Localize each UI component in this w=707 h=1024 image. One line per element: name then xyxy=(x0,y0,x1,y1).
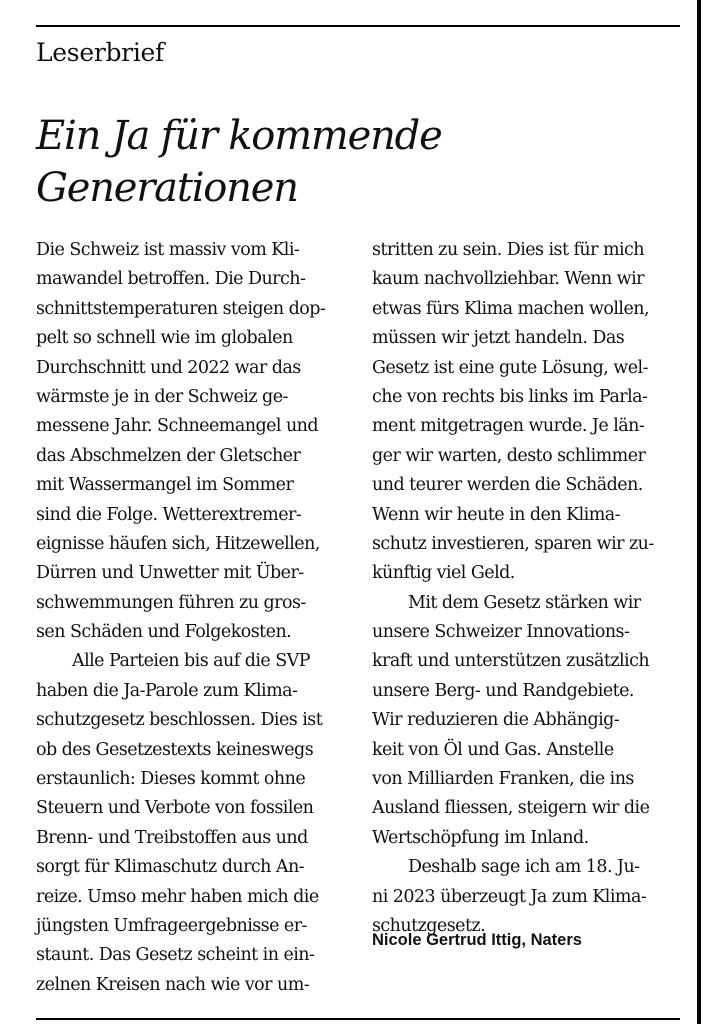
body-column-left xyxy=(36,236,356,1000)
body-line: che von rechts bis links im Parla- xyxy=(372,386,648,407)
body-line: zelnen Kreisen nach wie vor um- xyxy=(36,974,310,995)
headline xyxy=(36,110,676,214)
headline-line: Generationen xyxy=(36,165,298,211)
paragraph-start-line: Alle Parteien bis auf die SVP xyxy=(72,651,310,672)
body-line: messene Jahr. Schneemangel und xyxy=(36,416,319,437)
body-line: reize. Umso mehr haben mich die xyxy=(36,886,319,907)
body-line: haben die Ja-Parole zum Klima- xyxy=(36,680,298,701)
body-line: etwas fürs Klima machen wollen, xyxy=(372,298,649,319)
paragraph-start-line: Mit dem Gesetz stärken wir xyxy=(408,592,641,613)
body-line: und teurer werden die Schäden. xyxy=(372,475,643,496)
body-line: schutzgesetz beschlossen. Dies ist xyxy=(36,710,323,731)
page-edge-border xyxy=(697,0,701,1024)
body-line: das Abschmelzen der Gletscher xyxy=(36,445,301,466)
body-line: schutzgesetz. xyxy=(372,915,486,936)
body-line: eignisse häufen sich, Hitzewellen, xyxy=(36,533,320,554)
paragraph-start-line: Deshalb sage ich am 18. Ju- xyxy=(408,857,640,878)
body-line: ment mitgetragen wurde. Je län- xyxy=(372,416,645,437)
author-signature: Nicole Gertrud Ittig, Naters xyxy=(372,931,582,949)
body-line: kaum nachvollziehbar. Wenn wir xyxy=(372,269,644,290)
body-line: unsere Schweizer Innovations- xyxy=(372,622,630,643)
body-line: sorgt für Klimaschutz durch An- xyxy=(36,857,305,878)
body-line: mit Wassermangel im Sommer xyxy=(36,475,294,496)
body-line: sen Schäden und Folgekosten. xyxy=(36,622,292,643)
body-line: ger wir warten, desto schlimmer xyxy=(372,445,646,466)
body-line: Brenn- und Treibstoffen aus und xyxy=(36,827,308,848)
body-line: pelt so schnell wie im globalen xyxy=(36,328,293,349)
body-line: müssen wir jetzt handeln. Das xyxy=(372,328,625,349)
body-line: Wertschöpfung im Inland. xyxy=(372,827,589,848)
bottom-rule xyxy=(36,1018,680,1020)
body-line: Durchschnitt und 2022 war das xyxy=(36,357,301,378)
body-line: Wenn wir heute in den Klima- xyxy=(372,504,621,525)
body-line: schnittstemperaturen steigen dop- xyxy=(36,298,326,319)
body-line: kraft und unterstützen zusätzlich xyxy=(372,651,650,672)
body-column-right xyxy=(372,236,692,941)
body-line: keit von Öl und Gas. Anstelle xyxy=(372,739,614,760)
body-line: unsere Berg- und Randgebiete. xyxy=(372,680,634,701)
body-line: sind die Folge. Wetterextremer- xyxy=(36,504,302,525)
body-line: schutz investieren, sparen wir zu- xyxy=(372,533,654,554)
body-line: Dürren und Unwetter mit Über- xyxy=(36,563,304,584)
body-line: von Milliarden Franken, die ins xyxy=(372,769,634,790)
body-line: jüngsten Umfrageergebnisse er- xyxy=(36,915,307,936)
body-line: ob des Gesetzestexts keineswegs xyxy=(36,739,314,760)
body-line: wärmste je in der Schweiz ge- xyxy=(36,386,288,407)
body-line: schwemmungen führen zu gros- xyxy=(36,592,306,613)
body-line: staunt. Das Gesetz scheint in ein- xyxy=(36,945,315,966)
body-line: künftig viel Geld. xyxy=(372,563,515,584)
body-line: ni 2023 überzeugt Ja zum Klima- xyxy=(372,886,647,907)
body-line: Gesetz ist eine gute Lösung, wel- xyxy=(372,357,648,378)
body-line: mawandel betroffen. Die Durch- xyxy=(36,269,306,290)
body-line: Die Schweiz ist massiv vom Kli- xyxy=(36,240,300,260)
body-line: stritten zu sein. Dies ist für mich xyxy=(372,240,645,260)
headline-line: Ein Ja für kommende xyxy=(36,113,442,159)
body-line: Ausland fliessen, steigern wir die xyxy=(372,798,650,819)
section-label: Leserbrief xyxy=(36,38,164,67)
body-line: Wir reduzieren die Abhängig- xyxy=(372,710,620,731)
top-rule xyxy=(36,25,680,27)
body-line: Steuern und Verbote von fossilen xyxy=(36,798,314,819)
body-line: erstaunlich: Dieses kommt ohne xyxy=(36,769,306,790)
